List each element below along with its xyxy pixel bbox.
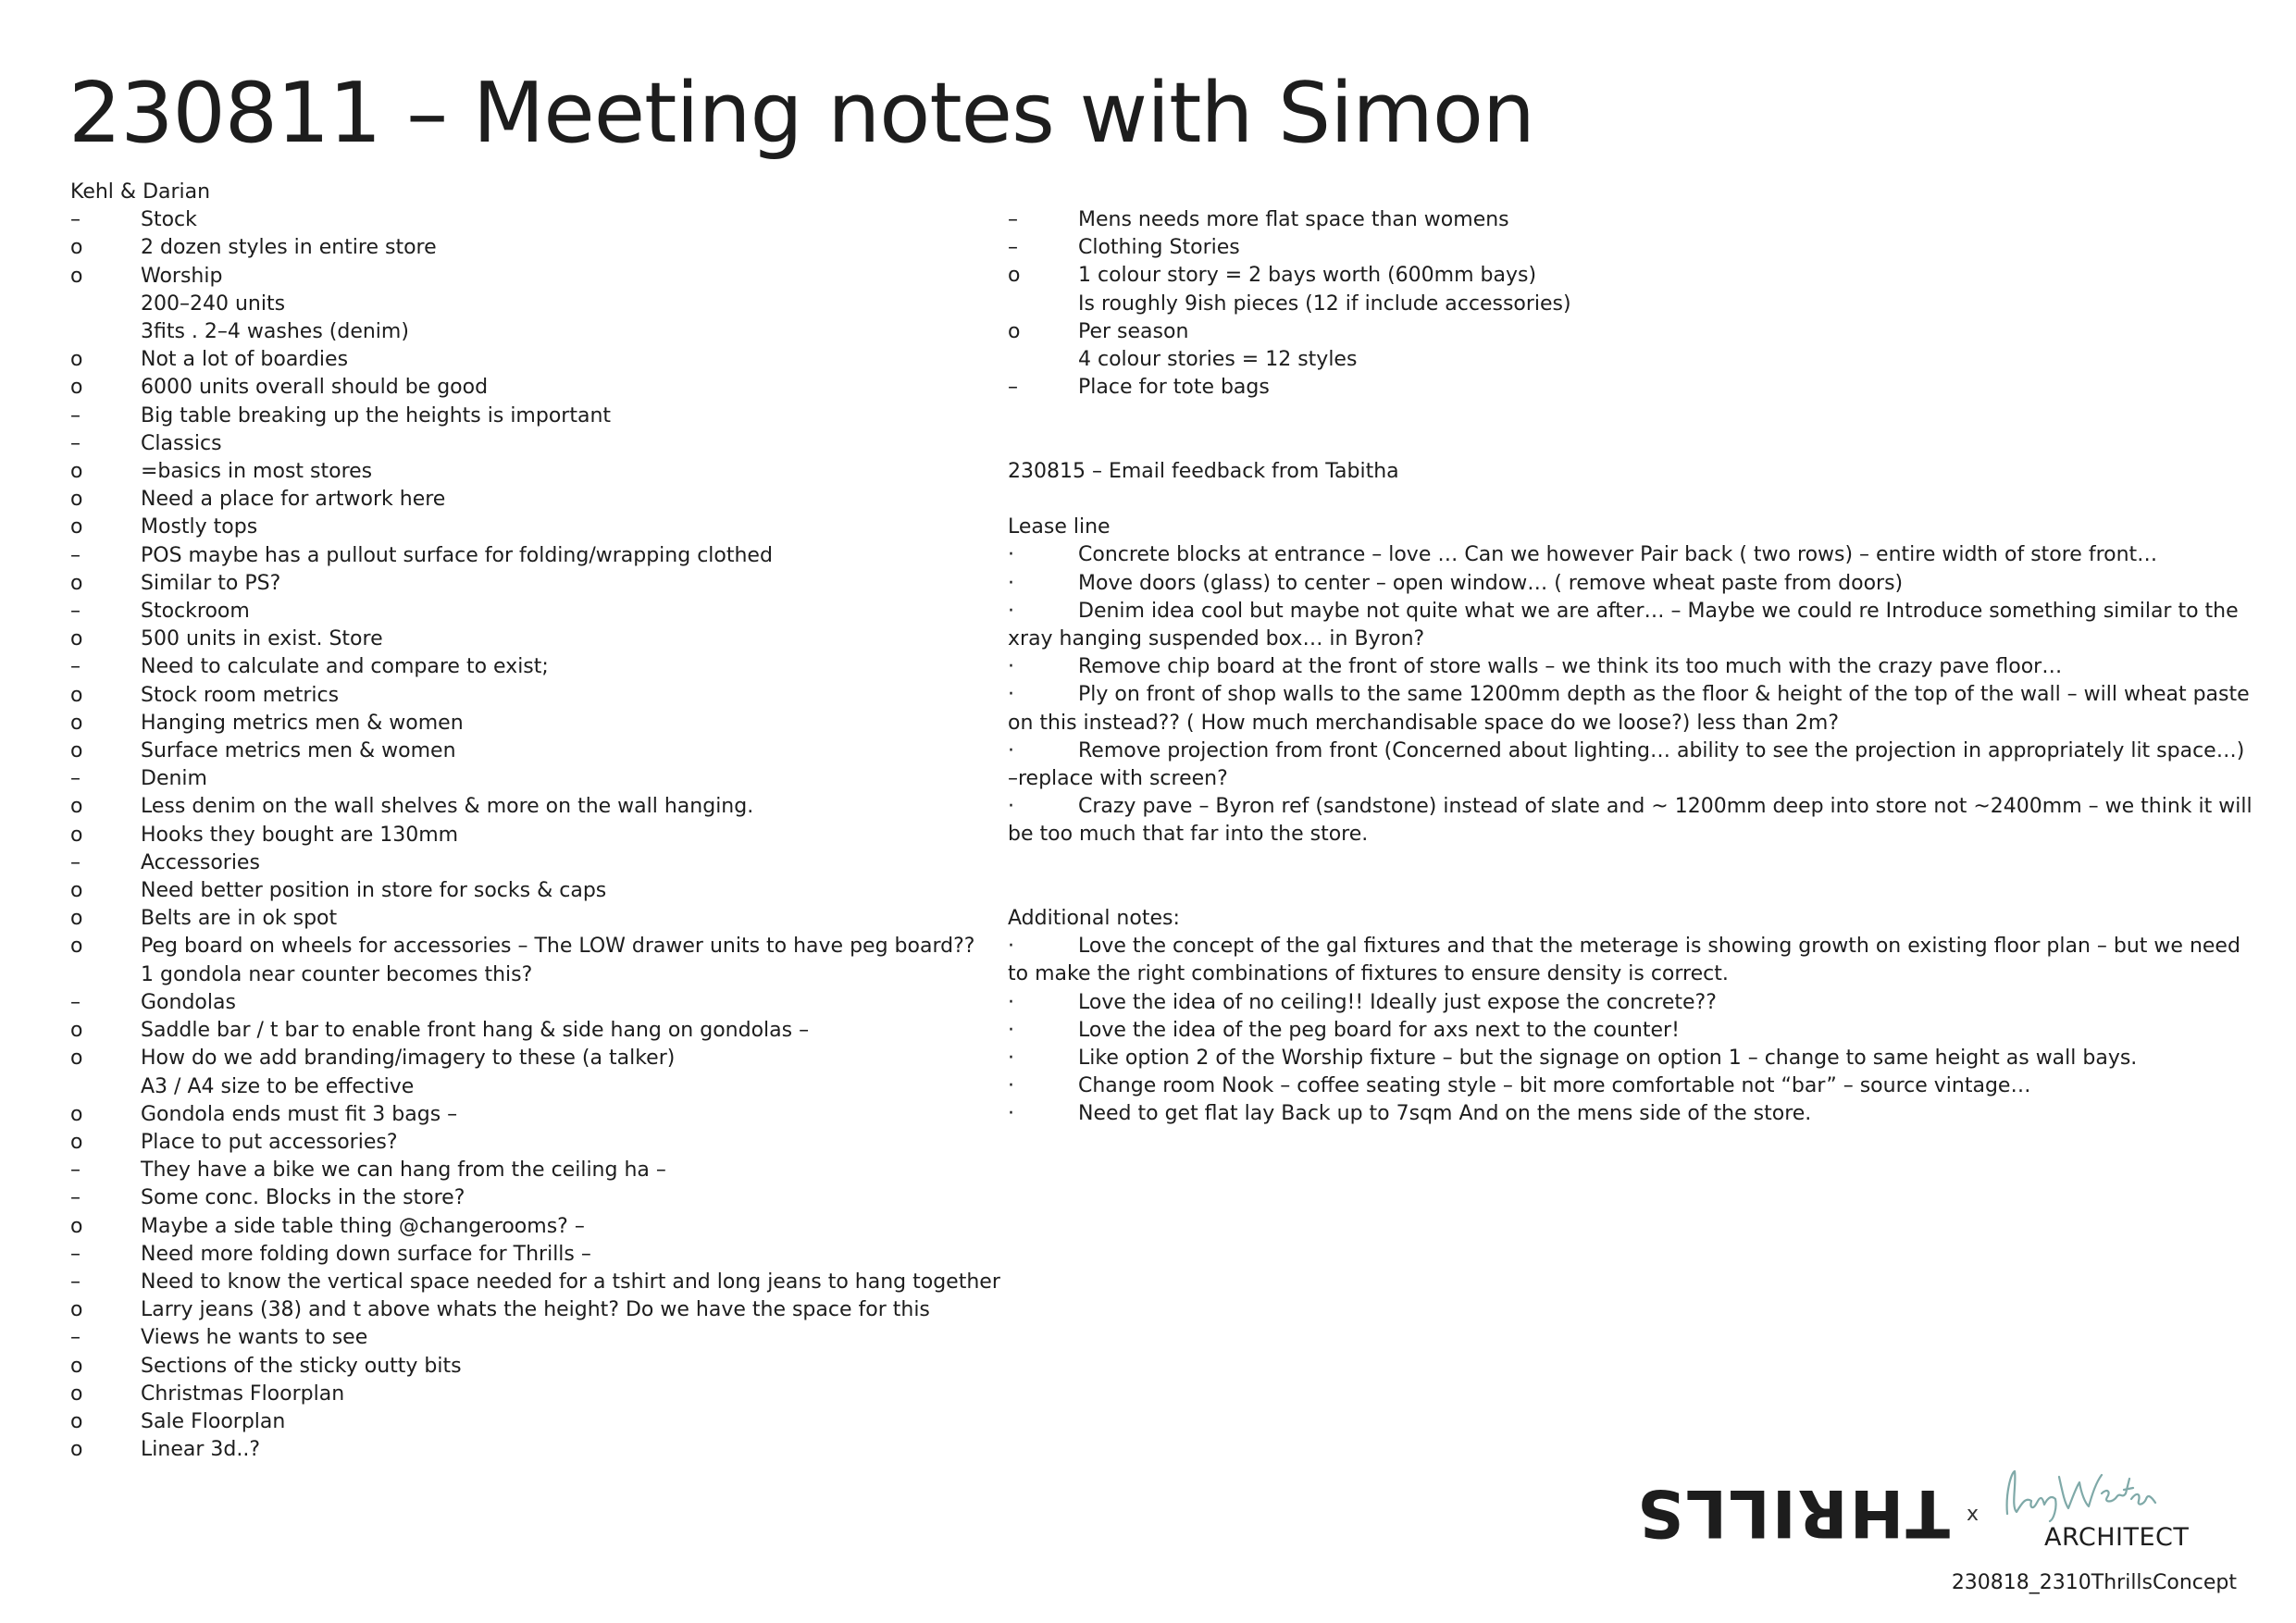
note-item: [70, 1324, 996, 1352]
note-text: How do we add branding/imagery to these (a talker): [141, 1047, 676, 1071]
note-text: Sections of the sticky outty bits: [141, 1354, 462, 1378]
bullet-marker: o: [70, 711, 83, 735]
note-text: 6000 units overall should be good: [141, 376, 489, 400]
feedback-text: Ply on front of shop walls to the same 1200mm depth as the floor & height of the top of the wall – will wheat paste: [1078, 683, 2250, 707]
note-item: [70, 1045, 996, 1072]
bullet-marker: o: [70, 460, 83, 484]
note-text: 1 colour story = 2 bays worth (600mm bays): [1078, 264, 1537, 288]
note-item: [70, 346, 996, 374]
additional-notes-heading: Additional notes:: [1008, 907, 1180, 930]
bullet-marker: o: [70, 1438, 83, 1462]
feedback-text-continued: xray hanging suspended box… in Byron?: [1008, 627, 1425, 650]
note-text: Place for tote bags: [1078, 376, 1270, 400]
note-text: Not a lot of boardies: [141, 348, 349, 372]
note-text: Stock: [141, 208, 197, 232]
note-item: [70, 1184, 996, 1212]
note-item: [70, 653, 996, 681]
bullet-marker: [70, 318, 141, 346]
bullet-marker: –: [70, 1326, 81, 1350]
bullet-marker: o: [1008, 319, 1021, 343]
note-item: [70, 206, 996, 234]
note-item: [70, 486, 996, 514]
note-item: [70, 961, 996, 989]
note-text: Hanging metrics men & women: [141, 711, 464, 735]
feedback-text: Love the concept of the gal fixtures and that the meterage is showing growth on existing floor plan – but we need: [1078, 935, 2240, 959]
feedback-item: [1008, 1072, 2266, 1100]
note-item: [70, 877, 996, 905]
feedback-text: Crazy pave – Byron ref (sandstone) instead of slate and ~ 1200mm deep into store not ~2400mm – we think it will: [1078, 795, 2253, 819]
note-item: [70, 570, 996, 598]
feedback-text: Remove chip board at the front of store walls – we think its too much with the crazy pave floor…: [1078, 655, 2063, 679]
note-item: [70, 1101, 996, 1129]
note-text: They have a bike we can hang from the ceiling ha –: [141, 1158, 666, 1183]
note-item: [70, 1408, 996, 1436]
note-item: [70, 514, 996, 541]
note-item: [70, 1241, 996, 1269]
note-text: Denim: [141, 767, 207, 791]
bullet-marker: o: [70, 264, 83, 288]
note-item: [70, 793, 996, 821]
note-item: [70, 1436, 996, 1464]
note-item: [70, 1269, 1000, 1296]
bullet-marker: ·: [1008, 655, 1014, 679]
bullet-marker: o: [70, 571, 83, 595]
note-text: Peg board on wheels for accessories – The LOW drawer units to have peg board??: [141, 935, 975, 959]
bullet-marker: o: [70, 627, 83, 651]
feedback-item: [1008, 737, 2266, 793]
feedback-item: [1008, 793, 2266, 849]
feedback-text: Love the idea of no ceiling!! Ideally just expose the concrete??: [1078, 990, 1717, 1014]
note-text: Place to put accessories?: [141, 1130, 398, 1154]
bullet-marker: ·: [1008, 1047, 1014, 1071]
bullet-marker: ·: [1008, 935, 1014, 959]
bullet-marker: –: [1008, 236, 1018, 260]
note-item: [70, 1129, 996, 1157]
bullet-marker: ·: [1008, 599, 1014, 623]
note-item: [70, 234, 996, 262]
note-text: 4 colour stories = 12 styles: [1078, 348, 1358, 372]
note-text: Larry jeans (38) and t above whats the height? Do we have the space for this: [141, 1298, 930, 1322]
bullet-marker: o: [70, 348, 83, 372]
feedback-text-continued: to make the right combinations of fixtures to ensure density is correct.: [1008, 962, 1729, 986]
feedback-item: [1008, 653, 2266, 681]
note-text: Sale Floorplan: [141, 1409, 286, 1433]
note-text: Need better position in store for socks & caps: [141, 879, 607, 903]
bullet-marker: –: [70, 600, 81, 624]
bullet-marker: [70, 1073, 141, 1101]
note-item: [70, 1213, 996, 1241]
bullet-marker: o: [70, 739, 83, 763]
bullet-marker: ·: [1008, 1102, 1014, 1126]
note-text: Surface metrics men & women: [141, 739, 456, 763]
note-item: [70, 1017, 996, 1045]
feedback-text: Like option 2 of the Worship fixture – but the signage on option 1 – change to same height as wall bays.: [1078, 1047, 2138, 1071]
bullet-marker: o: [70, 935, 83, 959]
bullet-marker: [1008, 346, 1078, 374]
feedback-item: [1008, 541, 2266, 569]
feedback-item: [1008, 989, 2266, 1017]
note-item: [70, 291, 996, 318]
bullet-marker: o: [70, 1047, 83, 1071]
bullet-marker: ·: [1008, 795, 1014, 819]
bullet-marker: o: [70, 1409, 83, 1433]
bullet-marker: o: [70, 1019, 83, 1043]
note-text: Classics: [141, 431, 222, 455]
note-item: [70, 989, 996, 1017]
note-text: POS maybe has a pullout surface for folding/wrapping clothed: [141, 543, 773, 567]
note-item: [1008, 374, 2266, 402]
feedback-text: Need to get flat lay Back up to 7sqm And on the mens side of the store.: [1078, 1102, 1812, 1126]
feedback-text-continued: on this instead?? ( How much merchandisable space do we loose?) less than 2m?: [1008, 711, 1840, 735]
bullet-marker: ·: [1008, 1074, 1014, 1098]
note-item: [70, 765, 996, 793]
feedback-item: [1008, 1100, 2266, 1128]
note-item: [70, 1296, 996, 1324]
right-notes-list: [1008, 206, 2266, 402]
bullet-marker: o: [70, 683, 83, 707]
note-text: 500 units in exist. Store: [141, 627, 383, 651]
note-text: A3 / A4 size to be effective: [141, 1074, 415, 1098]
note-item: [70, 822, 996, 849]
note-item: [70, 458, 996, 486]
note-text: Some conc. Blocks in the store?: [141, 1186, 465, 1210]
left-notes-column: [70, 179, 1000, 1464]
note-item: [70, 1353, 996, 1381]
note-item: [70, 626, 996, 653]
bullet-marker: –: [70, 1242, 81, 1266]
bullet-marker: o: [70, 515, 83, 539]
page-title: 230811 – Meeting notes with Simon: [68, 65, 1534, 162]
bullet-marker: –: [70, 850, 81, 874]
note-item: [70, 403, 996, 430]
bullet-marker: o: [70, 1102, 83, 1126]
note-text: Gondolas: [141, 990, 236, 1014]
note-text: Views he wants to see: [141, 1326, 368, 1350]
note-text: Need more folding down surface for Thrills –: [141, 1242, 591, 1266]
note-text: Hooks they bought are 130mm: [141, 823, 459, 847]
feedback-item: [1008, 681, 2266, 737]
feedback-text-continued: –replace with screen?: [1008, 767, 1228, 791]
bullet-marker: ·: [1008, 543, 1014, 567]
note-text: 3fits . 2–4 washes (denim): [141, 320, 409, 344]
note-item: [70, 1073, 996, 1101]
feedback-item: [1008, 1045, 2266, 1072]
feedback-text: Change room Nook – coffee seating style – bit more comfortable not “bar” – source vintage…: [1078, 1074, 2031, 1098]
bullet-marker: o: [70, 1130, 83, 1154]
note-text: 1 gondola near counter becomes this?: [141, 962, 533, 986]
feedback-text: Concrete blocks at entrance – love … Can we however Pair back ( two rows) – entire width of store front…: [1078, 543, 2158, 567]
note-text: =basics in most stores: [141, 460, 373, 484]
bullet-marker: –: [70, 431, 81, 455]
feedback-text-continued: be too much that far into the store.: [1008, 823, 1369, 847]
bullet-marker: –: [70, 1158, 81, 1183]
bullet-marker: –: [70, 767, 81, 791]
note-item: [70, 1381, 996, 1408]
note-text: Less denim on the wall shelves & more on the wall hanging.: [141, 795, 754, 819]
note-item: [70, 710, 996, 737]
feedback-text: Move doors (glass) to center – open window… ( remove wheat paste from doors): [1078, 571, 1904, 595]
bullet-marker: –: [70, 208, 81, 232]
bullet-marker: o: [70, 236, 83, 260]
bullet-marker: ·: [1008, 990, 1014, 1014]
feedback-text: Remove projection from front (Concerned about lighting… ability to see the projection in appropriately lit space…): [1078, 738, 2245, 762]
bullet-marker: o: [70, 1214, 83, 1238]
bullet-marker: –: [1008, 208, 1018, 231]
note-text: Maybe a side table thing @changerooms? –: [141, 1214, 585, 1238]
bullet-marker: –: [70, 990, 81, 1014]
note-text: 2 dozen styles in entire store: [141, 236, 437, 260]
bullet-marker: –: [70, 1270, 81, 1294]
left-notes-list: [70, 206, 1000, 1464]
note-text: Stockroom: [141, 600, 250, 624]
feedback-text: Love the idea of the peg board for axs next to the counter!: [1078, 1018, 1680, 1042]
note-item: [1008, 262, 2266, 290]
note-item: [70, 849, 996, 877]
note-item: [70, 1157, 996, 1184]
note-item: [70, 318, 996, 346]
bullet-marker: o: [70, 376, 83, 400]
note-text: Stock room metrics: [141, 683, 340, 707]
feedback-text: Denim idea cool but maybe not quite what we are after… – Maybe we could re Introduce something similar to the: [1078, 599, 2239, 623]
note-text: Need a place for artwork here: [141, 488, 446, 512]
bullet-marker: o: [1008, 264, 1021, 288]
note-text: Need to know the vertical space needed for a tshirt and long jeans to hang together: [141, 1270, 1000, 1294]
note-text: 200–240 units: [141, 291, 286, 316]
architect-label: ARCHITECT: [2044, 1523, 2190, 1552]
bullet-marker: [70, 961, 141, 989]
email-feedback-heading: 230815 – Email feedback from Tabitha: [1008, 459, 1399, 483]
bullet-marker: –: [1008, 376, 1018, 400]
note-text: Clothing Stories: [1078, 236, 1240, 260]
bullet-marker: o: [70, 488, 83, 512]
logo-separator: x: [1967, 1503, 1980, 1526]
notes-heading: Kehl & Darian: [70, 180, 211, 204]
note-text: Accessories: [141, 850, 260, 874]
note-text: Gondola ends must fit 3 bags –: [141, 1102, 458, 1126]
bullet-marker: –: [70, 543, 81, 567]
note-text: Is roughly 9ish pieces (12 if include accessories): [1078, 291, 1571, 316]
note-item: [1008, 206, 2266, 234]
bullet-marker: –: [70, 655, 81, 679]
bullet-marker: o: [70, 1354, 83, 1378]
note-item: [70, 598, 996, 626]
note-text: Mens needs more flat space than womens: [1078, 208, 1509, 231]
note-item: [1008, 318, 2266, 346]
bullet-marker: o: [70, 823, 83, 847]
note-text: Linear 3d..?: [141, 1438, 260, 1462]
note-item: [1008, 291, 2266, 318]
bullet-marker: [70, 291, 141, 318]
bullet-marker: ·: [1008, 683, 1014, 707]
right-notes-column: [1008, 206, 2266, 1129]
note-item: [70, 542, 996, 570]
note-item: [70, 430, 996, 458]
bullet-marker: [1008, 291, 1078, 318]
feedback-item: [1008, 598, 2266, 653]
lease-line-list: [1008, 541, 2266, 849]
note-text: Need to calculate and compare to exist;: [141, 655, 549, 679]
thrills-logo: THRILLS: [1635, 1475, 1950, 1551]
note-text: Similar to PS?: [141, 571, 281, 595]
note-item: [70, 263, 996, 291]
note-item: [70, 933, 996, 960]
note-item: [1008, 234, 2266, 262]
note-item: [70, 682, 996, 710]
bullet-marker: o: [70, 1381, 83, 1406]
note-text: Belts are in ok spot: [141, 907, 338, 931]
bullet-marker: –: [70, 403, 81, 427]
bullet-marker: o: [70, 907, 83, 931]
note-item: [1008, 346, 2266, 374]
note-text: Saddle bar / t bar to enable front hang & side hang on gondolas –: [141, 1019, 810, 1043]
bullet-marker: –: [70, 1186, 81, 1210]
feedback-item: [1008, 933, 2266, 988]
note-text: Big table breaking up the heights is important: [141, 403, 612, 427]
note-item: [70, 374, 996, 402]
bullet-marker: o: [70, 1298, 83, 1322]
note-text: Mostly tops: [141, 515, 258, 539]
bullet-marker: o: [70, 795, 83, 819]
note-item: [70, 905, 996, 933]
bullet-marker: ·: [1008, 738, 1014, 762]
larry-weston-signature: [2002, 1466, 2159, 1525]
feedback-item: [1008, 570, 2266, 598]
bullet-marker: ·: [1008, 571, 1014, 595]
note-text: Per season: [1078, 319, 1189, 343]
additional-notes-list: [1008, 933, 2266, 1128]
note-text: Christmas Floorplan: [141, 1381, 345, 1406]
document-code: 230818_2310ThrillsConcept: [1951, 1571, 2237, 1594]
footer-logos: [1635, 1471, 2237, 1601]
bullet-marker: ·: [1008, 1018, 1014, 1042]
feedback-item: [1008, 1017, 2266, 1045]
note-text: Worship: [141, 264, 223, 288]
lease-line-heading: Lease line: [1008, 515, 1111, 539]
note-item: [70, 737, 996, 765]
bullet-marker: o: [70, 879, 83, 903]
